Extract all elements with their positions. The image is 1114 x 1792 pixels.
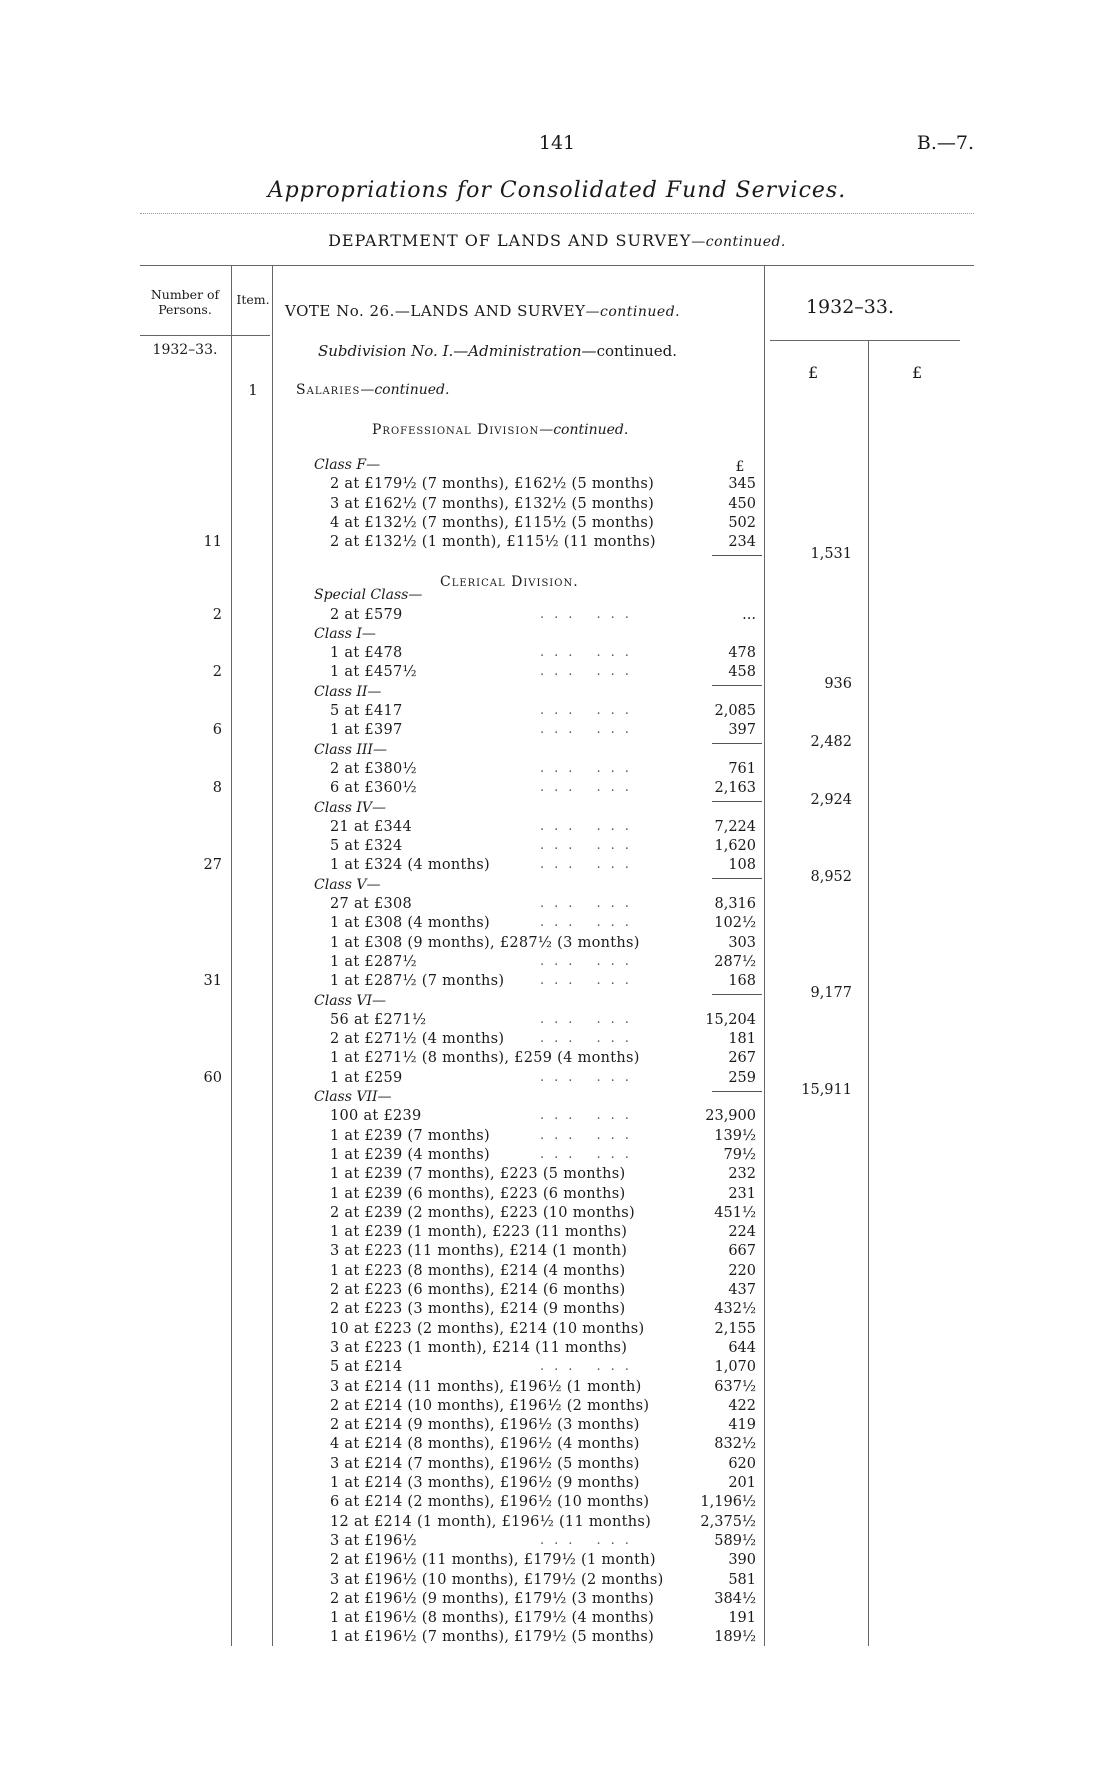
line-amount: 2,375½ — [700, 1514, 756, 1530]
line-amount: 168 — [728, 973, 756, 989]
persons-column-divider — [231, 266, 232, 1646]
salary-line: 3 at £196½ — [330, 1533, 417, 1549]
subdivision-heading — [318, 342, 677, 360]
salary-line: 2 at £214 (10 months), £196½ (2 months) — [330, 1398, 650, 1414]
leader-dots: ... ... — [540, 645, 639, 660]
table-top-rule — [140, 265, 974, 266]
class-label: Class I— — [314, 626, 376, 642]
salaries-label: Salaries — [296, 382, 361, 398]
salary-line: 1 at £239 (7 months), £223 (5 months) — [330, 1166, 626, 1182]
salary-line: 5 at £417 — [330, 703, 403, 719]
line-amount: 384½ — [714, 1591, 756, 1607]
year-column-header: 1932–33. — [805, 296, 895, 318]
salary-line: 3 at £162½ (7 months), £132½ (5 months) — [330, 496, 655, 512]
line-amount: 191 — [728, 1610, 756, 1626]
salary-line: 10 at £223 (2 months), £214 (10 months) — [330, 1321, 645, 1337]
page-number: 141 — [538, 132, 576, 154]
subtotal-rule — [712, 878, 762, 879]
persons-column-header: Number of Persons. — [150, 287, 220, 317]
class-total: 936 — [824, 676, 852, 692]
line-amount: 345 — [728, 476, 756, 492]
salary-line: 1 at £214 (3 months), £196½ (9 months) — [330, 1475, 640, 1491]
vote-title — [285, 302, 680, 320]
salary-line: 21 at £344 — [330, 819, 413, 835]
salary-line: 2 at £380½ — [330, 761, 417, 777]
line-amount: 7,224 — [714, 819, 756, 835]
subtotal-rule — [712, 994, 762, 995]
salary-line: 2 at £179½ (7 months), £162½ (5 months) — [330, 476, 655, 492]
total-column-divider — [868, 340, 869, 1646]
line-amount: 2,163 — [714, 780, 756, 796]
leader-dots: ... ... — [540, 819, 639, 834]
leader-dots: ... ... — [540, 973, 639, 988]
line-amount: 201 — [728, 1475, 756, 1491]
line-amount: 1,620 — [714, 838, 756, 854]
persons-count: 2 — [212, 664, 222, 680]
salary-line: 1 at £457½ — [330, 664, 417, 680]
salary-line: 1 at £478 — [330, 645, 403, 661]
line-amount: 637½ — [714, 1379, 756, 1395]
vote-name: VOTE No. 26.—LANDS AND SURVEY — [285, 302, 586, 320]
class-label: Class II— — [314, 684, 382, 700]
persons-count: 11 — [203, 534, 222, 550]
salary-line: 1 at £308 (4 months) — [330, 915, 490, 931]
salary-line: 1 at £259 — [330, 1070, 403, 1086]
leader-dots: ... ... — [540, 857, 639, 872]
salary-line: 27 at £308 — [330, 896, 413, 912]
salaries-heading — [296, 382, 449, 398]
class-total: 9,177 — [810, 985, 852, 1001]
line-amount: 259 — [728, 1070, 756, 1086]
line-amount: 139½ — [714, 1128, 756, 1144]
leader-dots: ... ... — [540, 896, 639, 911]
class-total: 2,924 — [810, 792, 852, 808]
class-total: 8,952 — [810, 869, 852, 885]
page-code: B.—7. — [916, 132, 974, 154]
salary-line: 3 at £214 (11 months), £196½ (1 month) — [330, 1379, 642, 1395]
header-rule-right — [770, 340, 960, 341]
leader-dots: ... ... — [540, 915, 639, 930]
salary-line: 1 at £239 (7 months) — [330, 1128, 490, 1144]
line-amount: 502 — [728, 515, 756, 531]
line-amount: 8,316 — [714, 896, 756, 912]
salary-line: 1 at £223 (8 months), £214 (4 months) — [330, 1263, 626, 1279]
vote-continued: —continued. — [585, 304, 681, 320]
line-amount: 450 — [728, 496, 756, 512]
line-amount: 832½ — [714, 1436, 756, 1452]
line-amount: 79½ — [723, 1147, 756, 1163]
item-column-divider — [272, 266, 273, 1646]
line-amount: 1,196½ — [700, 1494, 756, 1510]
leader-dots: ... ... — [540, 838, 639, 853]
salary-line: 5 at £214 — [330, 1359, 403, 1375]
persons-count: 8 — [212, 780, 222, 796]
line-amount: 234 — [728, 534, 756, 550]
line-amount: 620 — [728, 1456, 756, 1472]
leader-dots: ... ... — [540, 1359, 639, 1374]
line-amount: 220 — [728, 1263, 756, 1279]
professional-division-heading — [372, 419, 628, 438]
page-title: Appropriations for Consolidated Fund Services. — [267, 178, 847, 203]
line-amount: 102½ — [714, 915, 756, 931]
subtotal-rule — [712, 685, 762, 686]
salary-line: 1 at £196½ (8 months), £179½ (4 months) — [330, 1610, 655, 1626]
salary-line: 1 at £239 (1 month), £223 (11 months) — [330, 1224, 628, 1240]
leader-dots: ... ... — [540, 1031, 639, 1046]
class-total: 15,911 — [801, 1082, 852, 1098]
line-amount: 181 — [728, 1031, 756, 1047]
salary-line: 4 at £132½ (7 months), £115½ (5 months) — [330, 515, 655, 531]
line-amount: 303 — [728, 935, 756, 951]
class-label: Class VII— — [314, 1089, 392, 1105]
line-amount: 644 — [728, 1340, 756, 1356]
line-amount: 189½ — [714, 1629, 756, 1645]
class-label: Class V— — [314, 877, 381, 893]
salary-line: 2 at £132½ (1 month), £115½ (11 months) — [330, 534, 656, 550]
subtotal-rule — [712, 1091, 762, 1092]
salary-line: 5 at £324 — [330, 838, 403, 854]
item-number: 1 — [248, 381, 258, 399]
line-amount: 287½ — [714, 954, 756, 970]
salary-line: 100 at £239 — [330, 1108, 422, 1124]
leader-dots: ... ... — [540, 1108, 639, 1123]
leader-dots: ... ... — [540, 1147, 639, 1162]
leader-dots: ... ... — [540, 607, 639, 622]
title-divider — [140, 213, 974, 214]
leader-dots: ... ... — [540, 664, 639, 679]
department-name: DEPARTMENT OF LANDS AND SURVEY — [328, 231, 692, 250]
line-amount: 761 — [728, 761, 756, 777]
line-amount: 432½ — [714, 1301, 756, 1317]
salary-line: 1 at £239 (6 months), £223 (6 months) — [330, 1186, 626, 1202]
salary-line: 1 at £271½ (8 months), £259 (4 months) — [330, 1050, 640, 1066]
line-amount: 478 — [728, 645, 756, 661]
salary-line: 56 at £271½ — [330, 1012, 427, 1028]
salary-line: 1 at £239 (4 months) — [330, 1147, 490, 1163]
class-label: Class IV— — [314, 800, 386, 816]
salary-line: 1 at £287½ — [330, 954, 417, 970]
leader-dots: ... ... — [540, 722, 639, 737]
salary-line: 12 at £214 (1 month), £196½ (11 months) — [330, 1514, 652, 1530]
salary-line: 2 at £579 — [330, 607, 403, 623]
salary-line: 1 at £397 — [330, 722, 403, 738]
leader-dots: ... ... — [540, 1012, 639, 1027]
class-total: 2,482 — [810, 734, 852, 750]
persons-count: 6 — [212, 722, 222, 738]
line-amount: 1,070 — [714, 1359, 756, 1375]
salary-line: 3 at £196½ (10 months), £179½ (2 months) — [330, 1572, 664, 1588]
line-amount: 231 — [728, 1186, 756, 1202]
amount-pound-sign: £ — [735, 459, 745, 475]
line-amount: 589½ — [714, 1533, 756, 1549]
salary-line: 3 at £223 (1 month), £214 (11 months) — [330, 1340, 628, 1356]
amount-column-divider — [764, 266, 765, 1646]
leader-dots: ... ... — [540, 954, 639, 969]
class-label: Special Class— — [314, 587, 423, 603]
class-label: Class VI— — [314, 993, 386, 1009]
salary-line: 4 at £214 (8 months), £196½ (4 months) — [330, 1436, 640, 1452]
line-amount: 419 — [728, 1417, 756, 1433]
persons-count: 60 — [203, 1070, 222, 1086]
salary-line: 1 at £196½ (7 months), £179½ (5 months) — [330, 1629, 655, 1645]
class-total: 1,531 — [810, 546, 852, 562]
leader-dots: ... ... — [540, 1128, 639, 1143]
persons-year: 1932–33. — [152, 342, 218, 358]
salaries-continued: —continued. — [360, 382, 450, 398]
salary-line: 6 at £360½ — [330, 780, 417, 796]
leader-dots: ... ... — [540, 703, 639, 718]
salary-line: 2 at £223 (6 months), £214 (6 months) — [330, 1282, 626, 1298]
salary-line: 2 at £196½ (9 months), £179½ (3 months) — [330, 1591, 655, 1607]
salary-line: 2 at £214 (9 months), £196½ (3 months) — [330, 1417, 640, 1433]
line-amount: 581 — [728, 1572, 756, 1588]
clerical-division-heading: Clerical Division. — [440, 574, 579, 590]
subdivision-name: Subdivision No. I.—Administration— — [318, 342, 597, 360]
leader-dots: ... ... — [540, 761, 639, 776]
line-amount: 667 — [728, 1243, 756, 1259]
salary-line: 6 at £214 (2 months), £196½ (10 months) — [330, 1494, 650, 1510]
line-amount: 422 — [728, 1398, 756, 1414]
department-continued: —continued. — [691, 234, 786, 250]
salary-line: 3 at £214 (7 months), £196½ (5 months) — [330, 1456, 640, 1472]
line-amount: 2,085 — [714, 703, 756, 719]
line-amount: 2,155 — [714, 1321, 756, 1337]
header-rule-left — [140, 335, 270, 336]
pound-header-1: £ — [808, 363, 819, 382]
salary-line: 3 at £223 (11 months), £214 (1 month) — [330, 1243, 628, 1259]
persons-count: 31 — [203, 973, 222, 989]
subdivision-continued: continued. — [596, 342, 678, 360]
salary-line: 1 at £287½ (7 months) — [330, 973, 505, 989]
leader-dots: ... ... — [540, 1533, 639, 1548]
item-column-header: Item. — [236, 292, 270, 307]
line-amount: 23,900 — [705, 1108, 756, 1124]
salary-line: 1 at £308 (9 months), £287½ (3 months) — [330, 935, 640, 951]
leader-dots: ... ... — [540, 780, 639, 795]
department-heading — [0, 231, 1114, 250]
class-label: Class III— — [314, 742, 387, 758]
line-amount: 451½ — [714, 1205, 756, 1221]
salary-line: 1 at £324 (4 months) — [330, 857, 490, 873]
subtotal-rule — [712, 555, 762, 556]
leader-dots: ... ... — [540, 1070, 639, 1085]
line-amount: 397 — [728, 722, 756, 738]
line-amount: 390 — [728, 1552, 756, 1568]
subtotal-rule — [712, 743, 762, 744]
salary-line: 2 at £239 (2 months), £223 (10 months) — [330, 1205, 635, 1221]
salary-line: 2 at £271½ (4 months) — [330, 1031, 505, 1047]
line-amount: 224 — [728, 1224, 756, 1240]
salary-line: 2 at £196½ (11 months), £179½ (1 month) — [330, 1552, 656, 1568]
professional-division-label: Professional Division — [372, 422, 540, 438]
persons-count: 2 — [212, 607, 222, 623]
line-amount: 232 — [728, 1166, 756, 1182]
class-label: Class F— — [314, 457, 381, 473]
persons-count: 27 — [203, 857, 222, 873]
line-amount: 437 — [728, 1282, 756, 1298]
professional-division-continued: —continued. — [539, 422, 629, 438]
line-amount: 458 — [728, 664, 756, 680]
line-amount: ... — [742, 607, 756, 623]
line-amount: 15,204 — [705, 1012, 756, 1028]
line-amount: 108 — [728, 857, 756, 873]
subtotal-rule — [712, 801, 762, 802]
pound-header-2: £ — [912, 363, 923, 382]
salary-line: 2 at £223 (3 months), £214 (9 months) — [330, 1301, 626, 1317]
line-amount: 267 — [728, 1050, 756, 1066]
